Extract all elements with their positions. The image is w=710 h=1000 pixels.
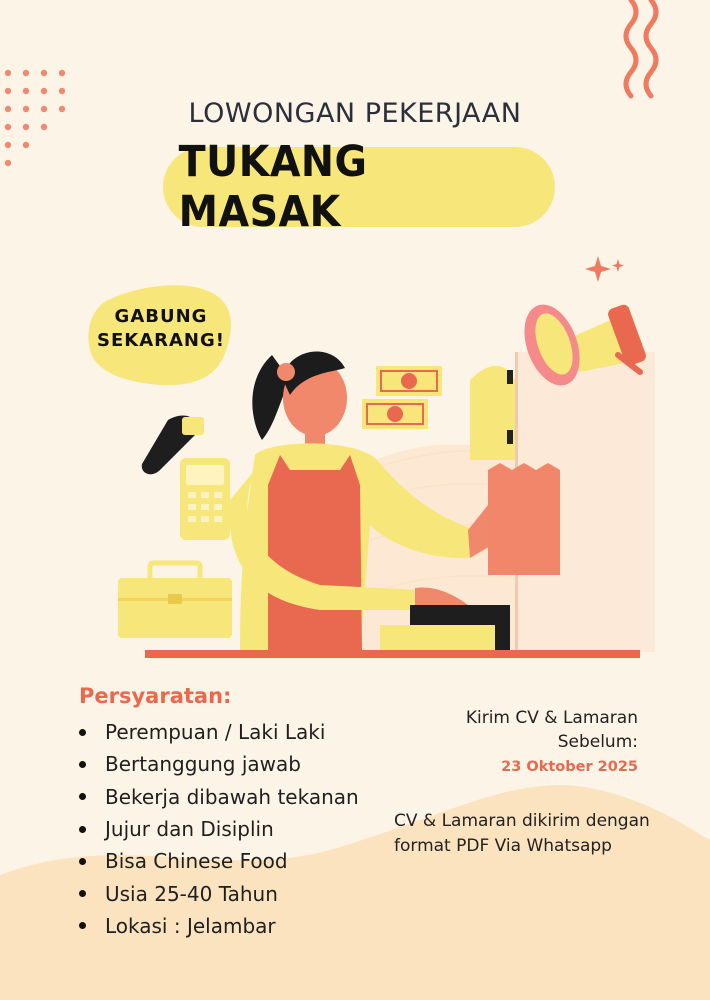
join-now-badge — [96, 305, 226, 353]
requirement-text: Bisa Chinese Food — [105, 849, 288, 874]
counter-top — [145, 650, 640, 658]
format-note — [394, 809, 674, 859]
job-title: TUKANG MASAK — [178, 137, 368, 237]
bullet-icon — [79, 761, 86, 768]
paper-bag-icon — [488, 463, 560, 575]
badge-line-2: SEKARANG! — [97, 330, 225, 351]
deadline-date: 23 Oktober 2025 — [501, 759, 638, 775]
bullet-icon — [79, 729, 86, 736]
bullet-icon — [79, 826, 86, 833]
badge-line-1: GABUNG — [114, 306, 208, 327]
requirements-heading: Persyaratan: — [79, 684, 232, 708]
requirements-list — [78, 716, 359, 942]
send-line-2: Sebelum: — [557, 732, 638, 752]
list-item — [78, 716, 359, 748]
requirement-text: Jujur dan Disiplin — [105, 817, 274, 842]
note-line-2: format PDF Via Whatsapp — [394, 836, 612, 856]
send-instructions — [466, 706, 638, 754]
send-line-1: Kirim CV & Lamaran — [465, 708, 638, 728]
requirement-text: Lokasi : Jelambar — [105, 913, 276, 938]
bullet-icon — [79, 890, 86, 897]
list-item — [78, 910, 359, 942]
card-terminal-icon — [180, 458, 230, 540]
requirement-text: Usia 25-40 Tahun — [105, 881, 278, 906]
wavy-lines-decoration — [626, 0, 656, 96]
cash-box-icon — [118, 563, 232, 638]
bullet-icon — [79, 793, 86, 800]
list-item — [78, 781, 359, 813]
list-item — [78, 845, 359, 877]
requirement-text: Bertanggung jawab — [105, 752, 301, 777]
note-line-1: CV & Lamaran dikirim dengan — [394, 811, 650, 831]
bullet-icon — [79, 922, 86, 929]
title-banner — [163, 137, 555, 237]
sparkle-icon — [585, 256, 624, 282]
list-item — [78, 877, 359, 909]
requirement-text: Perempuan / Laki Laki — [105, 720, 326, 745]
job-vacancy-heading: LOWONGAN PEKERJAAN — [188, 98, 522, 129]
list-item — [78, 748, 359, 780]
list-item — [78, 813, 359, 845]
money-bills-icon — [362, 366, 442, 429]
requirement-text: Bekerja dibawah tekanan — [105, 784, 359, 809]
bullet-icon — [79, 858, 86, 865]
